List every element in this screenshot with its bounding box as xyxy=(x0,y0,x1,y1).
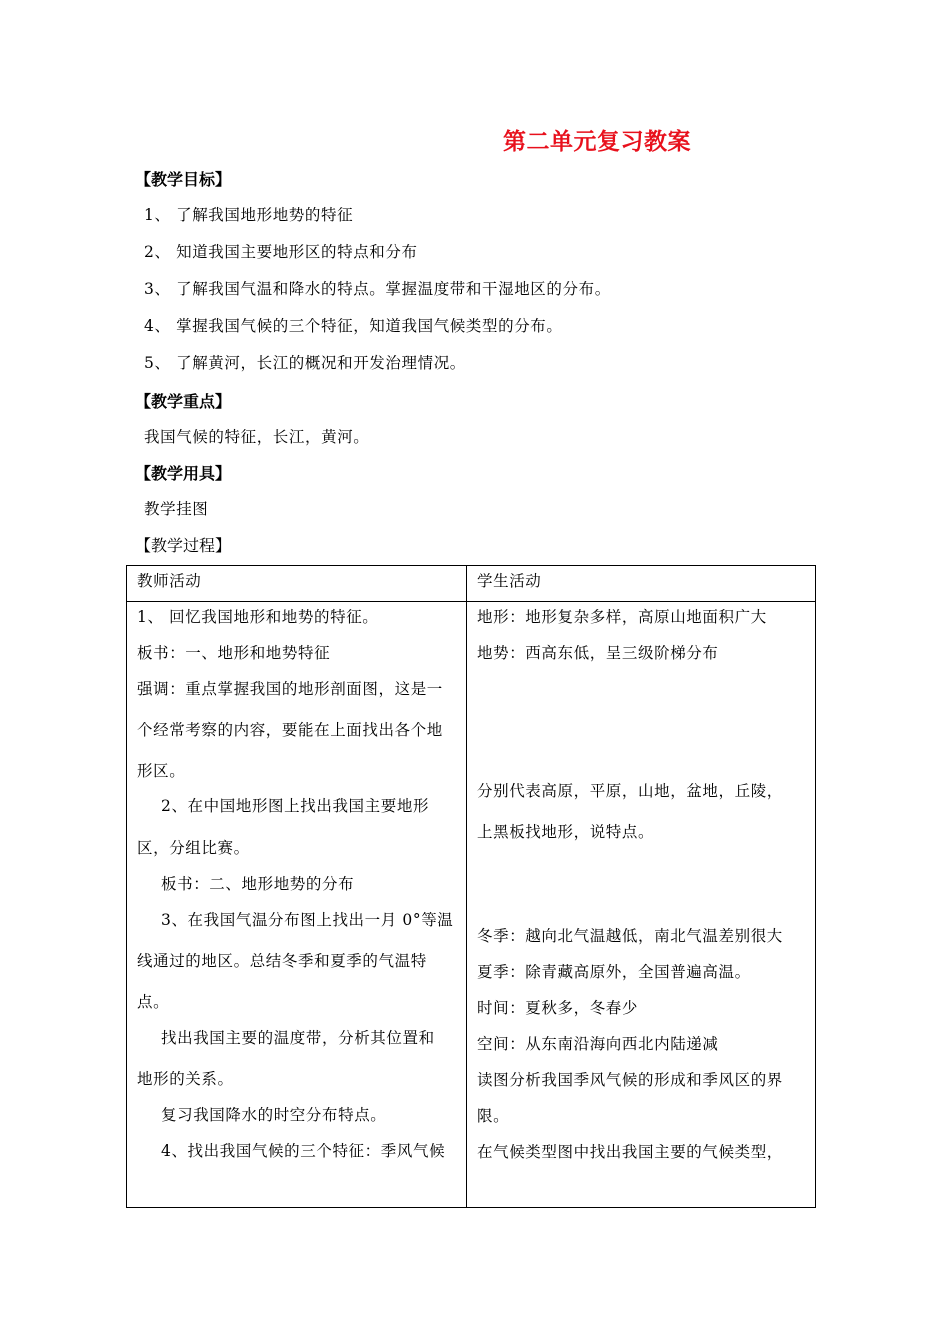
student-line: 在气候类型图中找出我国主要的气候类型， xyxy=(477,1143,783,1161)
student-line: 夏季：除青藏高原外，全国普遍高温。 xyxy=(477,963,751,981)
document-title: 第二单元复习教案 xyxy=(503,128,691,155)
student-activity-cell xyxy=(467,602,816,1208)
goal-item: 1、 了解我国地形地势的特征 xyxy=(144,206,354,224)
student-line: 上黑板找地形，说特点。 xyxy=(477,823,655,841)
teacher-line: 4、找出我国气候的三个特征：季风气候 xyxy=(161,1142,446,1160)
teacher-line: 强调：重点掌握我国的地形剖面图，这是一 xyxy=(137,680,443,698)
teacher-line: 个经常考察的内容，要能在上面找出各个地 xyxy=(137,721,443,739)
goal-item: 5、 了解黄河，长江的概况和开发治理情况。 xyxy=(144,354,466,372)
process-heading: 【教学过程】 xyxy=(135,536,232,555)
teacher-line: 板书：一、地形和地势特征 xyxy=(137,644,331,662)
teacher-line: 1、 回忆我国地形和地势的特征。 xyxy=(137,608,379,626)
student-line: 地形：地形复杂多样，高原山地面积广大 xyxy=(477,608,767,626)
goal-item: 2、 知道我国主要地形区的特点和分布 xyxy=(144,243,418,261)
process-table xyxy=(126,565,816,1208)
teacher-line: 点。 xyxy=(137,993,170,1011)
teacher-column-header: 教师活动 xyxy=(137,572,202,590)
student-line: 冬季：越向北气温越低，南北气温差别很大 xyxy=(477,927,783,945)
teacher-header-cell xyxy=(127,566,467,602)
student-line: 分别代表高原，平原，山地，盆地，丘陵， xyxy=(477,782,783,800)
teacher-line: 找出我国主要的温度带，分析其位置和 xyxy=(161,1029,435,1047)
key-points-heading: 【教学重点】 xyxy=(135,392,232,411)
teacher-line: 3、在我国气温分布图上找出一月 0°等温 xyxy=(161,911,454,929)
goal-item: 3、 了解我国气温和降水的特点。掌握温度带和干湿地区的分布。 xyxy=(144,280,611,298)
key-points-text: 我国气候的特征，长江，黄河。 xyxy=(144,428,370,446)
table-row xyxy=(127,602,816,1208)
tools-heading: 【教学用具】 xyxy=(135,464,232,483)
teacher-line: 线通过的地区。总结冬季和夏季的气温特 xyxy=(137,952,427,970)
student-line: 限。 xyxy=(477,1107,510,1125)
teacher-line: 板书：二、地形地势的分布 xyxy=(161,875,355,893)
student-line: 地势：西高东低，呈三级阶梯分布 xyxy=(477,644,719,662)
student-line: 空间：从东南沿海向西北内陆递减 xyxy=(477,1035,719,1053)
tools-text: 教学挂图 xyxy=(144,500,209,518)
goals-heading: 【教学目标】 xyxy=(135,170,232,189)
student-line: 读图分析我国季风气候的形成和季风区的界 xyxy=(477,1071,783,1089)
teacher-line: 形区。 xyxy=(137,762,186,780)
teacher-activity-cell xyxy=(127,602,467,1208)
student-header-cell xyxy=(467,566,816,602)
teacher-line: 地形的关系。 xyxy=(137,1070,234,1088)
student-column-header: 学生活动 xyxy=(477,572,542,590)
teacher-line: 复习我国降水的时空分布特点。 xyxy=(161,1106,387,1124)
teacher-line: 区，分组比赛。 xyxy=(137,839,250,857)
student-line: 时间：夏秋多，冬春少 xyxy=(477,999,639,1017)
teacher-line: 2、在中国地形图上找出我国主要地形 xyxy=(161,797,430,815)
goal-item: 4、 掌握我国气候的三个特征，知道我国气候类型的分布。 xyxy=(144,317,563,335)
table-header-row xyxy=(127,566,816,602)
